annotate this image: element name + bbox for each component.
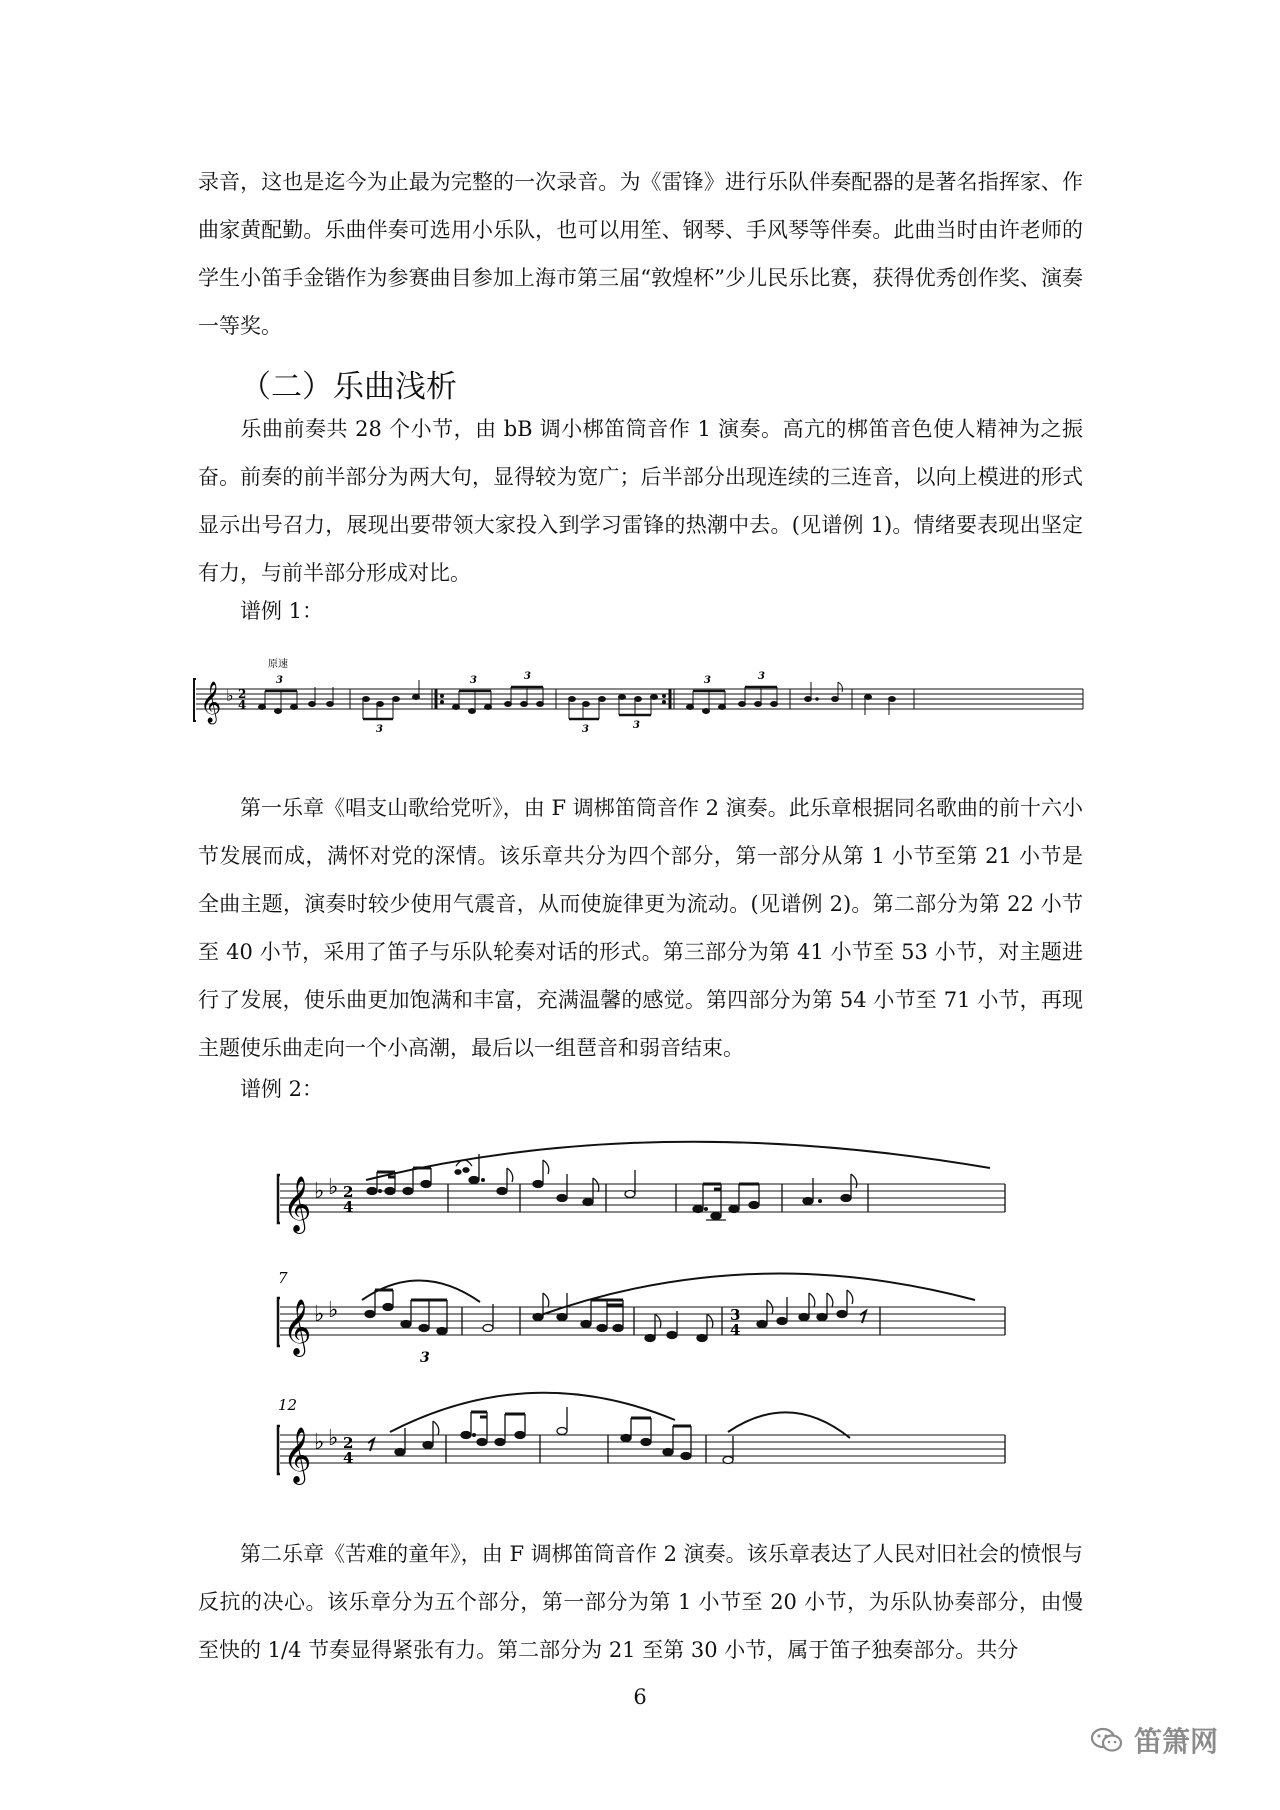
flat-key-signature-icon: ♭ bbox=[328, 1298, 339, 1323]
time-signature-bottom: 4 bbox=[343, 1198, 354, 1216]
triplet-label: 3 bbox=[582, 724, 589, 735]
treble-clef-icon: 𝄞 bbox=[283, 1176, 312, 1232]
section-heading: （二）乐曲浅析 bbox=[240, 369, 457, 405]
time-signature-top: 3 bbox=[730, 1306, 741, 1324]
time-signature-top: 2 bbox=[343, 1434, 354, 1452]
triplet-label: 3 bbox=[276, 675, 283, 686]
paragraph-movement-2: 第二乐章《苦难的童年》，由 F 调梆笛筒音作 2 演奏。该乐章表达了人民对旧社会的愤恨与反抗的决心。该乐章分为五个部分，第一部分为第 1 小节至 20 小节，为乐队协奏部分，由慢至快的 1/4 节奏显得紧张有力。第二部分为 21 至第 30 小节，属于笛子独奏部分。共分 bbox=[198, 1542, 1083, 1662]
paragraph-recording: 录音，这也是迄今为止最为完整的一次录音。为《雷锋》进行乐队伴奏配器的是著名指挥家、作曲家黄配勤。乐曲伴奏可选用小乐队，也可以用笙、钢琴、手风琴等伴奏。此曲当时由许老师的学生小笛手金锴作为参赛曲目参加上海市第三届“敦煌杯”少儿民乐比赛，获得优秀创作奖、演奏一等奖。 bbox=[198, 170, 1083, 338]
triplet-label: 3 bbox=[704, 675, 711, 686]
watermark bbox=[1090, 1720, 1218, 1760]
flat-key-signature-icon: ♭ bbox=[328, 1426, 339, 1451]
phrase-slur bbox=[538, 1274, 975, 1316]
tempo-marking: 原速 bbox=[268, 659, 288, 670]
triplet-label: 3 bbox=[524, 671, 531, 682]
score-example-1 bbox=[190, 635, 1090, 745]
score-example-2-caption: 谱例 2： bbox=[240, 1077, 324, 1101]
flat-key-signature-icon: ♭ bbox=[314, 1302, 325, 1327]
system-bracket bbox=[194, 679, 196, 721]
treble-clef-icon: 𝄞 bbox=[283, 1427, 312, 1483]
time-signature-top: 2 bbox=[238, 687, 247, 701]
score-2-system-1 bbox=[278, 1142, 1005, 1234]
score-example-1-caption: 谱例 1： bbox=[240, 599, 324, 623]
flat-key-signature-icon: ♭ bbox=[226, 686, 234, 705]
flat-key-signature-icon: ♭ bbox=[328, 1175, 339, 1200]
phrase-slur bbox=[728, 1412, 850, 1438]
triplet-label: 3 bbox=[420, 1350, 430, 1366]
score-2-system-3 bbox=[278, 1393, 1005, 1485]
triplet-label: 3 bbox=[376, 724, 383, 735]
flat-key-signature-icon: ♭ bbox=[314, 1430, 325, 1455]
page-number: 6 bbox=[633, 1685, 647, 1709]
time-signature-top: 2 bbox=[343, 1183, 354, 1201]
score-example-2 bbox=[270, 1120, 1030, 1540]
paragraph-movement-1: 第一乐章《唱支山歌给党听》，由 F 调梆笛筒音作 2 演奏。此乐章根据同名歌曲的前十六小节发展而成，满怀对党的深情。该乐章共分为四个部分，第一部分从第 1 小节至第 21 小节是全曲主题，演奏时较少使用气震音，从而使旋律更为流动。(见谱例 2)。第二部分为第 22 小节至 40 小节，采用了笛子与乐队轮奏对话的形式。第三部分为第 41 小节至 53 小节，对主题进行了发展，使乐曲更加饱满和丰富，充满温馨的感觉。第四部分为第 54 小节至 71 小节，再现主题使乐曲走向一个小高潮，最后以一组琶音和弱音结束。 bbox=[198, 796, 1083, 1060]
time-signature-bottom: 4 bbox=[238, 698, 247, 712]
time-signature-bottom: 4 bbox=[730, 1321, 741, 1339]
triplet-label: 3 bbox=[633, 720, 640, 731]
time-signature-bottom: 4 bbox=[343, 1449, 354, 1467]
triplet-label: 3 bbox=[758, 671, 765, 682]
measure-number: 12 bbox=[278, 1396, 298, 1414]
wechat-icon bbox=[1090, 1726, 1124, 1754]
watermark-text: 笛箫网 bbox=[1134, 1725, 1219, 1758]
triplet-label: 3 bbox=[470, 675, 477, 686]
treble-clef-icon: 𝄞 bbox=[283, 1299, 312, 1355]
score-2-system-2 bbox=[278, 1269, 1005, 1366]
paragraph-prelude: 乐曲前奏共 28 个小节，由 bB 调小梆笛筒音作 1 演奏。高亢的梆笛音色使人精神为之振奋。前奏的前半部分为两大句，显得较为宽广；后半部分出现连续的三连音，以向上模进的形式显示出号召力，展现出要带领大家投入到学习雷锋的热潮中去。(见谱例 1)。情绪要表现出坚定有力，与前半部分形成对比。 bbox=[198, 417, 1083, 585]
treble-clef-icon: 𝄞 bbox=[200, 682, 222, 723]
measure-number: 7 bbox=[278, 1269, 288, 1287]
flat-key-signature-icon: ♭ bbox=[314, 1179, 325, 1204]
